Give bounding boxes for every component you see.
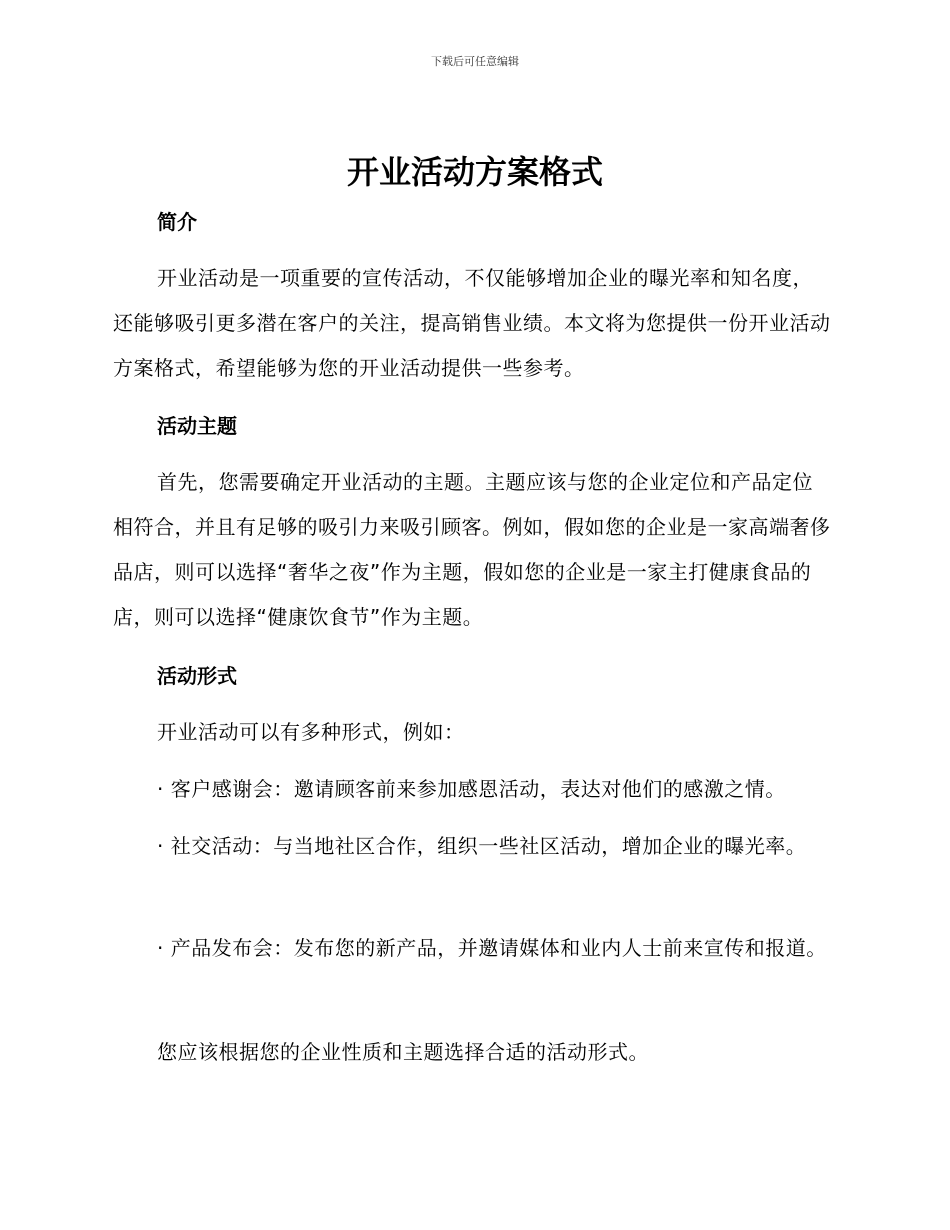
document-title: 开业活动方案格式	[346, 153, 603, 191]
theme-paragraph: 首先，您需要确定开业活动的主题。主题应该与您的企业定位和产品定位相符合，并且有足够的吸引力来吸引顾客。例如，假如您的企业是一家高端奢侈品店，则可以选择“奢华之夜”作为主题，假如您的企业是一家主打健康食品的店，则可以选择“健康饮食节”作为主题。	[113, 470, 831, 629]
header-note: 下载后可任意编辑	[431, 55, 519, 68]
format-lead-paragraph: 开业活动可以有多种形式，例如：	[157, 720, 465, 744]
format-closing-paragraph: 您应该根据您的企业性质和主题选择合适的活动形式。	[157, 1040, 649, 1064]
section-heading-theme: 活动主题	[157, 414, 237, 438]
format-list-item: · 产品发布会：发布您的新产品，并邀请媒体和业内人士前来宣传和报道。	[157, 936, 827, 960]
section-heading-intro: 简介	[157, 210, 197, 234]
format-list-item: · 客户感谢会：邀请顾客前来参加感恩活动，表达对他们的感激之情。	[157, 777, 786, 801]
section-heading-format: 活动形式	[157, 664, 237, 688]
format-list-item: · 社交活动：与当地社区合作，组织一些社区活动，增加企业的曝光率。	[157, 834, 807, 858]
intro-paragraph: 开业活动是一项重要的宣传活动，不仅能够增加企业的曝光率和知名度，还能够吸引更多潜在客户的关注，提高销售业绩。本文将为您提供一份开业活动方案格式，希望能够为您的开业活动提供一些参考。	[113, 266, 831, 380]
